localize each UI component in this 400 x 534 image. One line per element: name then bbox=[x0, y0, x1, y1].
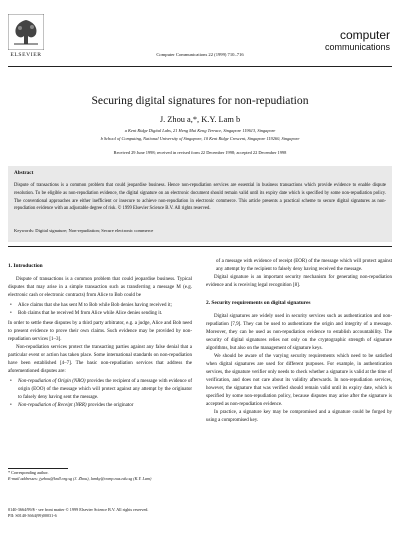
section-heading-introduction: 1. Introduction bbox=[8, 263, 43, 269]
abstract-text: Dispute of transactions is a common problem that could jeopardise business. Hence non-repudiation services are essential in business transactions which provide evidence to enable dispute resolution. To be eligible as non-repudiation evidence, the digital signature on an electronic document should remain valid until its expiry date which is specified by some non-repudiation policy. The conventional approaches are either inefficient or insecure to achieve non-repudiation in electronic commerce. This article presents a practical scheme to secure digital signatures as non-repudiation evidence with an adjustable degree of risk. © 1999 Elsevier Science B.V. All rights reserved. bbox=[14, 183, 386, 212]
front-matter-line: 0140-3664/99/$ - see front matter © 1999 Elsevier Science B.V. All rights reserved. bbox=[8, 507, 149, 512]
corresponding-author-note: * Corresponding author. bbox=[8, 470, 49, 475]
term-nrr: Non-repudiation of Receipt (NRR) bbox=[18, 403, 87, 408]
right-paragraph-1: Digital signature is an important security mechanism for generating non-repudiation evidence and is receiving legal recognition [8]. bbox=[206, 275, 392, 288]
pii-line: PII: S0140-3664(99)00031-6 bbox=[8, 513, 57, 519]
article-dates: Received 29 June 1998; received in revised form 22 December 1998; accepted 22 December 1998 bbox=[113, 150, 287, 155]
list-item bbox=[8, 402, 192, 410]
nrr-continuation: of a message with evidence of receipt (EOR) of the message which will protect against any attempt by the recipient to falsely deny having received the message. bbox=[216, 259, 392, 272]
list-item: • Bob claims that he received M from Alice while Alice denies sending it. bbox=[8, 310, 192, 318]
dispute-list bbox=[8, 302, 192, 318]
intro-paragraph-1: Dispute of transactions is a common problem that could jeopardise business. Typical disputes that may arise in a simple transaction such as transferring a message M (e.g. electronic cash or electronic contracts) from Alice to Bob could be bbox=[8, 277, 192, 298]
elsevier-tree-logo bbox=[8, 14, 44, 50]
affiliation-b: b School of Computing, National University of Singapore, 10 Kent Ridge Crescent, Singapore 119260, Singapore bbox=[100, 136, 300, 141]
header-rule bbox=[8, 66, 392, 67]
affiliation-a: a Kent Ridge Digital Labs, 21 Heng Mui Keng Terrace, Singapore 119613, Singapore bbox=[124, 128, 276, 133]
journal-brand-line1: computer bbox=[339, 28, 390, 42]
publisher-name: ELSEVIER bbox=[10, 52, 42, 58]
intro-paragraph-2: In order to settle these disputes by a third party arbitrator, e.g. a judge, Alice and Bob need to present evidence to prove their own claims. Such evidence may be provided by non-repudiation services [1–3]. bbox=[8, 321, 192, 342]
nr-services-list bbox=[8, 378, 192, 410]
abstract-rule bbox=[8, 246, 392, 247]
term-nrr-desc: provides the originator bbox=[87, 403, 134, 408]
copyright-meta bbox=[8, 507, 258, 519]
list-item bbox=[8, 378, 192, 402]
footnote bbox=[8, 470, 188, 482]
term-nro: Non-repudiation of Origin (NRO) bbox=[18, 379, 86, 384]
keywords: Keywords: Digital signature; Non-repudiation; Secure electronic commerce bbox=[14, 228, 154, 233]
term-nro-desc: provides the recipient of a message with evidence of origin (EOO) of the message which will protect against any attempt by the originator to falsely deny having sent the message. bbox=[18, 379, 193, 400]
section-heading-security: 2. Security requirements on digital signatures bbox=[206, 300, 311, 306]
article-title: Securing digital signatures for non-repudiation bbox=[91, 94, 309, 107]
author-emails: E-mail addresses: jyzhou@krdl.org.sg (J. Zhou), lamky@comp.nus.edu.sg (K.Y. Lam) bbox=[8, 476, 152, 482]
journal-citation: Computer Communications 22 (1999) 710–716 bbox=[156, 52, 244, 57]
security-paragraph-3: In practice, a signature key may be compromised and a signature could be forged by using a compromised key. bbox=[206, 410, 392, 423]
list-item: • Alice claims that she has sent M to Bob while Bob denies having received it; bbox=[8, 302, 192, 310]
security-paragraph-1: Digital signatures are widely used in security services such as authentication and non-repudiation [7,9]. They can be used to authenticate the origin and integrity of a message. Moreover, they can be used as non-repudiation evidence to establish accountability. The security of digital signatures relies not only on the cryptographic strength of signature algorithms, but also on the management of signature keys. bbox=[206, 314, 392, 351]
article-authors: J. Zhou a,*, K.Y. Lam b bbox=[159, 115, 241, 124]
right-column bbox=[206, 258, 392, 425]
security-paragraph-2: We should be aware of the varying security requirements which need to be satisfied when digital signatures are used for different purposes. For example, in authentication services, the signature verifier only needs to check whether a signature is valid at the time of verification, and does not care about its validity afterwards. In non-repudiation services, however, the signature that was verified should remain valid until its expiry date, which is specified by some non-repudiation policy, because disputes may arise after the signature is accepted as non-repudiation evidence. bbox=[206, 354, 392, 407]
journal-brand-line2: communications bbox=[324, 42, 390, 52]
footnote-rule bbox=[8, 468, 68, 469]
abstract-heading: Abstract bbox=[14, 170, 34, 176]
left-column bbox=[8, 262, 192, 410]
intro-paragraph-3: Non-repudiation services protect the transacting parties against any false denial that a particular event or action has taken place. Some international standards on non-repudiation have been established [4–7]. The basic non-repudiation services that address the aforementioned disputes are: bbox=[8, 345, 192, 374]
